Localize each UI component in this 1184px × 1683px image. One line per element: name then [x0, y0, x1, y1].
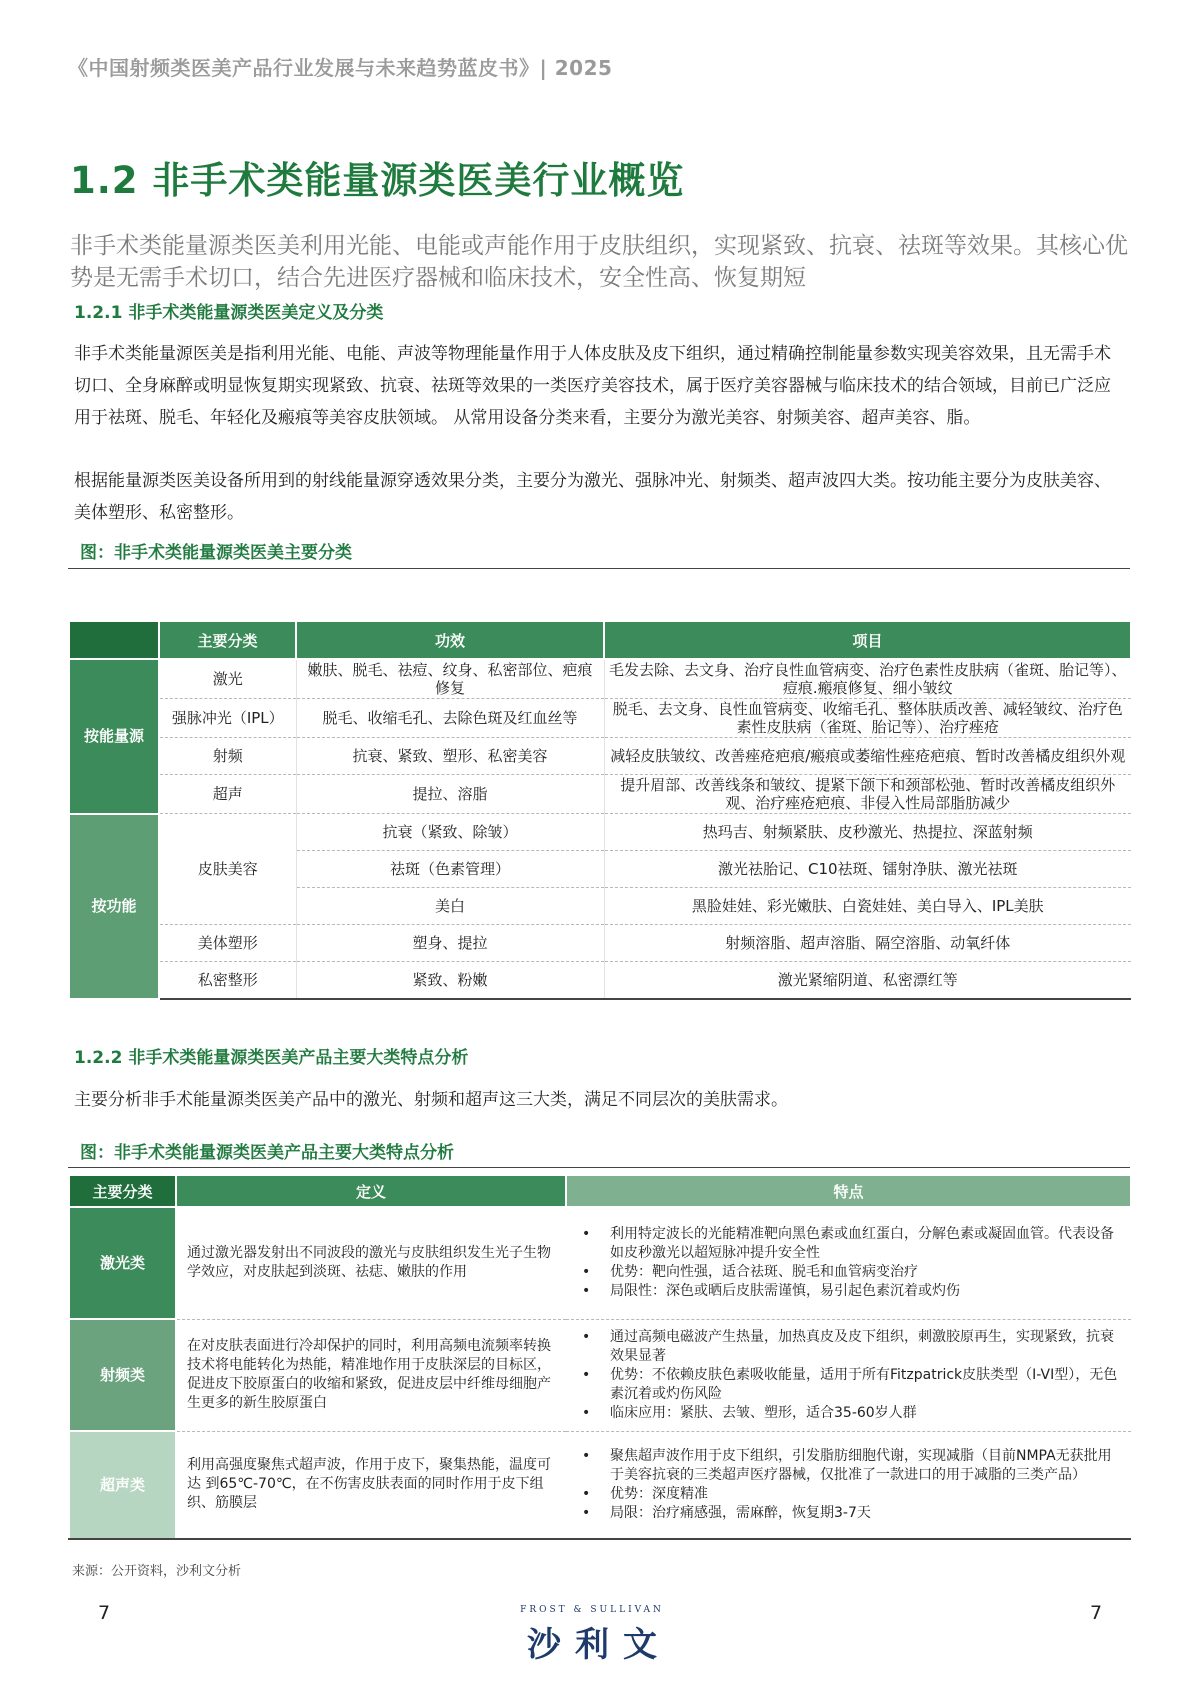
header-category: 主要分类	[69, 1175, 176, 1207]
row-category: 强脉冲光（IPL）	[159, 699, 296, 738]
row-effect: 提拉、溶脂	[296, 775, 604, 814]
row-items: 毛发去除、去文身、治疗良性血管病变、治疗色素性皮肤病（雀斑、胎记等）、痘痕.瘢痕修复、细小皱纹	[604, 659, 1131, 699]
table-row	[69, 659, 1131, 699]
table-header-row	[69, 1175, 1131, 1207]
page-number-right: 7	[1090, 1602, 1103, 1624]
list-item: • 局限性：深色或晒后皮肤需谨慎，易引起色素沉着或灼伤	[576, 1282, 1121, 1301]
list-item: • 利用特定波长的光能精准靶向黑色素或血红蛋白，分解色素或凝固血管。代表设备如皮秒激光以超短脉冲提升安全性	[576, 1225, 1121, 1263]
table-row	[69, 775, 1131, 814]
table-row	[69, 1319, 1131, 1431]
row-items: 黑脸娃娃、彩光嫩肤、白瓷娃娃、美白导入、IPL美肤	[604, 888, 1131, 925]
table-row	[69, 962, 1131, 999]
row-items: 激光祛胎记、C10祛斑、镭射净肤、激光祛斑	[604, 851, 1131, 888]
row-items: 提升眉部、改善线条和皱纹、提紧下颌下和颈部松弛、暂时改善橘皮组织外观、治疗痤疮疤痕、非侵入性局部脂肪减少	[604, 775, 1131, 814]
row-features	[566, 1431, 1131, 1539]
section-heading-1-2-1: 1.2.1 非手术类能量源类医美定义及分类	[74, 303, 384, 323]
list-item: • 聚焦超声波作用于皮下组织，引发脂肪细胞代谢，实现减脂（目前NMPA无获批用于美容抗衰的三类超声医疗器械，仅批准了一款进口的用于减脂的三类产品）	[576, 1447, 1121, 1485]
row-definition: 在对皮肤表面进行冷却保护的同时，利用高频电流频率转换技术将电能转化为热能，精准地作用于皮肤深层的目标区，促进皮下胶原蛋白的收缩和紧致，促进皮层中纤维母细胞产生更多的新生胶原蛋白	[176, 1319, 566, 1431]
row-category-ultrasound: 超声类	[69, 1431, 176, 1539]
definition-paragraph: 非手术类能量源医美是指利用光能、电能、声波等物理能量作用于人体皮肤及皮下组织，通过精确控制能量参数实现美容效果，且无需手术切口、全身麻醉或明显恢复期实现紧致、抗衰、祛斑等效果的一类医疗美容技术，属于医疗美容器械与临床技术的结合领域，目前已广泛应用于祛斑、脱毛、年轻化及瘢痕等美容皮肤领域。 从常用设备分类来看，主要分为激光美容、射频美容、超声美容、脂。	[74, 344, 1111, 428]
list-item: • 优势：深度精准	[576, 1485, 1121, 1504]
row-effect: 抗衰（紧致、除皱）	[296, 814, 604, 851]
list-item: • 通过高频电磁波产生热量，加热真皮及皮下组织，刺激胶原再生，实现紧致，抗衰效果显著	[576, 1328, 1121, 1366]
features-table	[68, 1174, 1132, 1540]
page-number-left: 7	[98, 1602, 111, 1624]
row-effect: 塑身、提拉	[296, 925, 604, 962]
group-by-energy: 按能量源	[69, 659, 159, 814]
section-heading-1-2-2: 1.2.2 非手术类能量源类医美产品主要大类特点分析	[74, 1048, 469, 1068]
table-row	[69, 738, 1131, 775]
row-category: 美体塑形	[159, 925, 296, 962]
row-definition: 通过激光器发射出不同波段的激光与皮肤组织发生光子生物学效应，对皮肤起到淡斑、祛痣、嫩肤的作用	[176, 1207, 566, 1319]
row-items: 热玛吉、射频紧肤、皮秒激光、热提拉、深蓝射频	[604, 814, 1131, 851]
row-effect: 嫩肤、脱毛、祛痘、纹身、私密部位、疤痕修复	[296, 659, 604, 699]
frost-sullivan-logo	[502, 1605, 682, 1666]
figure-title-2: 图：非手术类能量源类医美产品主要大类特点分析	[80, 1143, 454, 1163]
row-category: 私密整形	[159, 962, 296, 999]
row-category: 皮肤美容	[159, 814, 296, 925]
classification-table	[68, 620, 1132, 1000]
row-items: 激光紧缩阴道、私密漂红等	[604, 962, 1131, 999]
row-effect: 脱毛、收缩毛孔、去除色斑及红血丝等	[296, 699, 604, 738]
report-header: 《中国射频类医美产品行业发展与未来趋势蓝皮书》| 2025	[68, 56, 613, 80]
figure-rule-1	[68, 568, 1130, 569]
list-item: • 局限：治疗痛感强，需麻醉，恢复期3-7天	[576, 1504, 1121, 1523]
logo-english: FROST & SULLIVAN	[520, 1605, 664, 1615]
row-effect: 紧致、粉嫩	[296, 962, 604, 999]
row-effect: 祛斑（色素管理）	[296, 851, 604, 888]
lead-paragraph: 非手术类能量源类医美利用光能、电能或声能作用于皮肤组织，实现紧致、抗衰、祛斑等效果。其核心优势是无需手术切口，结合先进医疗器械和临床技术，安全性高、恢复期短	[70, 233, 1128, 291]
table-row	[69, 699, 1131, 738]
table-header-row	[69, 621, 1131, 659]
analysis-paragraph: 主要分析非手术能量源类医美产品中的激光、射频和超声这三大类，满足不同层次的美肤需求。	[74, 1090, 788, 1110]
row-category: 射频	[159, 738, 296, 775]
row-category-rf: 射频类	[69, 1319, 176, 1431]
logo-chinese: 沙利文	[527, 1625, 671, 1665]
page-title: 1.2 非手术类能量源类医美行业概览	[70, 159, 685, 202]
figure-rule-2	[68, 1167, 1130, 1168]
header-blank-cell	[69, 621, 159, 659]
table-row	[69, 1431, 1131, 1539]
row-definition: 利用高强度聚焦式超声波，作用于皮下，聚集热能，温度可达 到65℃-70℃，在不伤害皮肤表面的同时作用于皮下组织、筋膜层	[176, 1431, 566, 1539]
table-row	[69, 814, 1131, 851]
row-features	[566, 1207, 1131, 1319]
group-by-function: 按功能	[69, 814, 159, 999]
header-items: 项目	[604, 621, 1131, 659]
row-category: 超声	[159, 775, 296, 814]
row-items: 减轻皮肤皱纹、改善痤疮疤痕/瘢痕或萎缩性痤疮疤痕、暂时改善橘皮组织外观	[604, 738, 1131, 775]
figure-title-1: 图：非手术类能量源类医美主要分类	[80, 543, 352, 563]
row-effect: 抗衰、紧致、塑形、私密美容	[296, 738, 604, 775]
header-definition: 定义	[176, 1175, 566, 1207]
table-row	[69, 925, 1131, 962]
header-features: 特点	[566, 1175, 1131, 1207]
list-item: • 临床应用：紧肤、去皱、塑形，适合35-60岁人群	[576, 1404, 1121, 1423]
row-items: 脱毛、去文身、良性血管病变、收缩毛孔、整体肤质改善、减轻皱纹、治疗色素性皮肤病（雀斑、胎记等）、治疗痤疮	[604, 699, 1131, 738]
source-note: 来源：公开资料，沙利文分析	[72, 1564, 242, 1579]
row-category-laser: 激光类	[69, 1207, 176, 1319]
header-category: 主要分类	[159, 621, 296, 659]
list-item: • 优势：靶向性强，适合祛斑、脱毛和血管病变治疗	[576, 1263, 1121, 1282]
header-effect: 功效	[296, 621, 604, 659]
row-effect: 美白	[296, 888, 604, 925]
table-row	[69, 1207, 1131, 1319]
row-items: 射频溶脂、超声溶脂、隔空溶脂、动氧纤体	[604, 925, 1131, 962]
list-item: • 优势：不依赖皮肤色素吸收能量，适用于所有Fitzpatrick皮肤类型（I-VI型），无色素沉着或灼伤风险	[576, 1366, 1121, 1404]
row-category: 激光	[159, 659, 296, 699]
row-features	[566, 1319, 1131, 1431]
classification-paragraph: 根据能量源类医美设备所用到的射线能量源穿透效果分类，主要分为激光、强脉冲光、射频类、超声波四大类。按功能主要分为皮肤美容、美体塑形、私密整形。	[74, 471, 1111, 523]
